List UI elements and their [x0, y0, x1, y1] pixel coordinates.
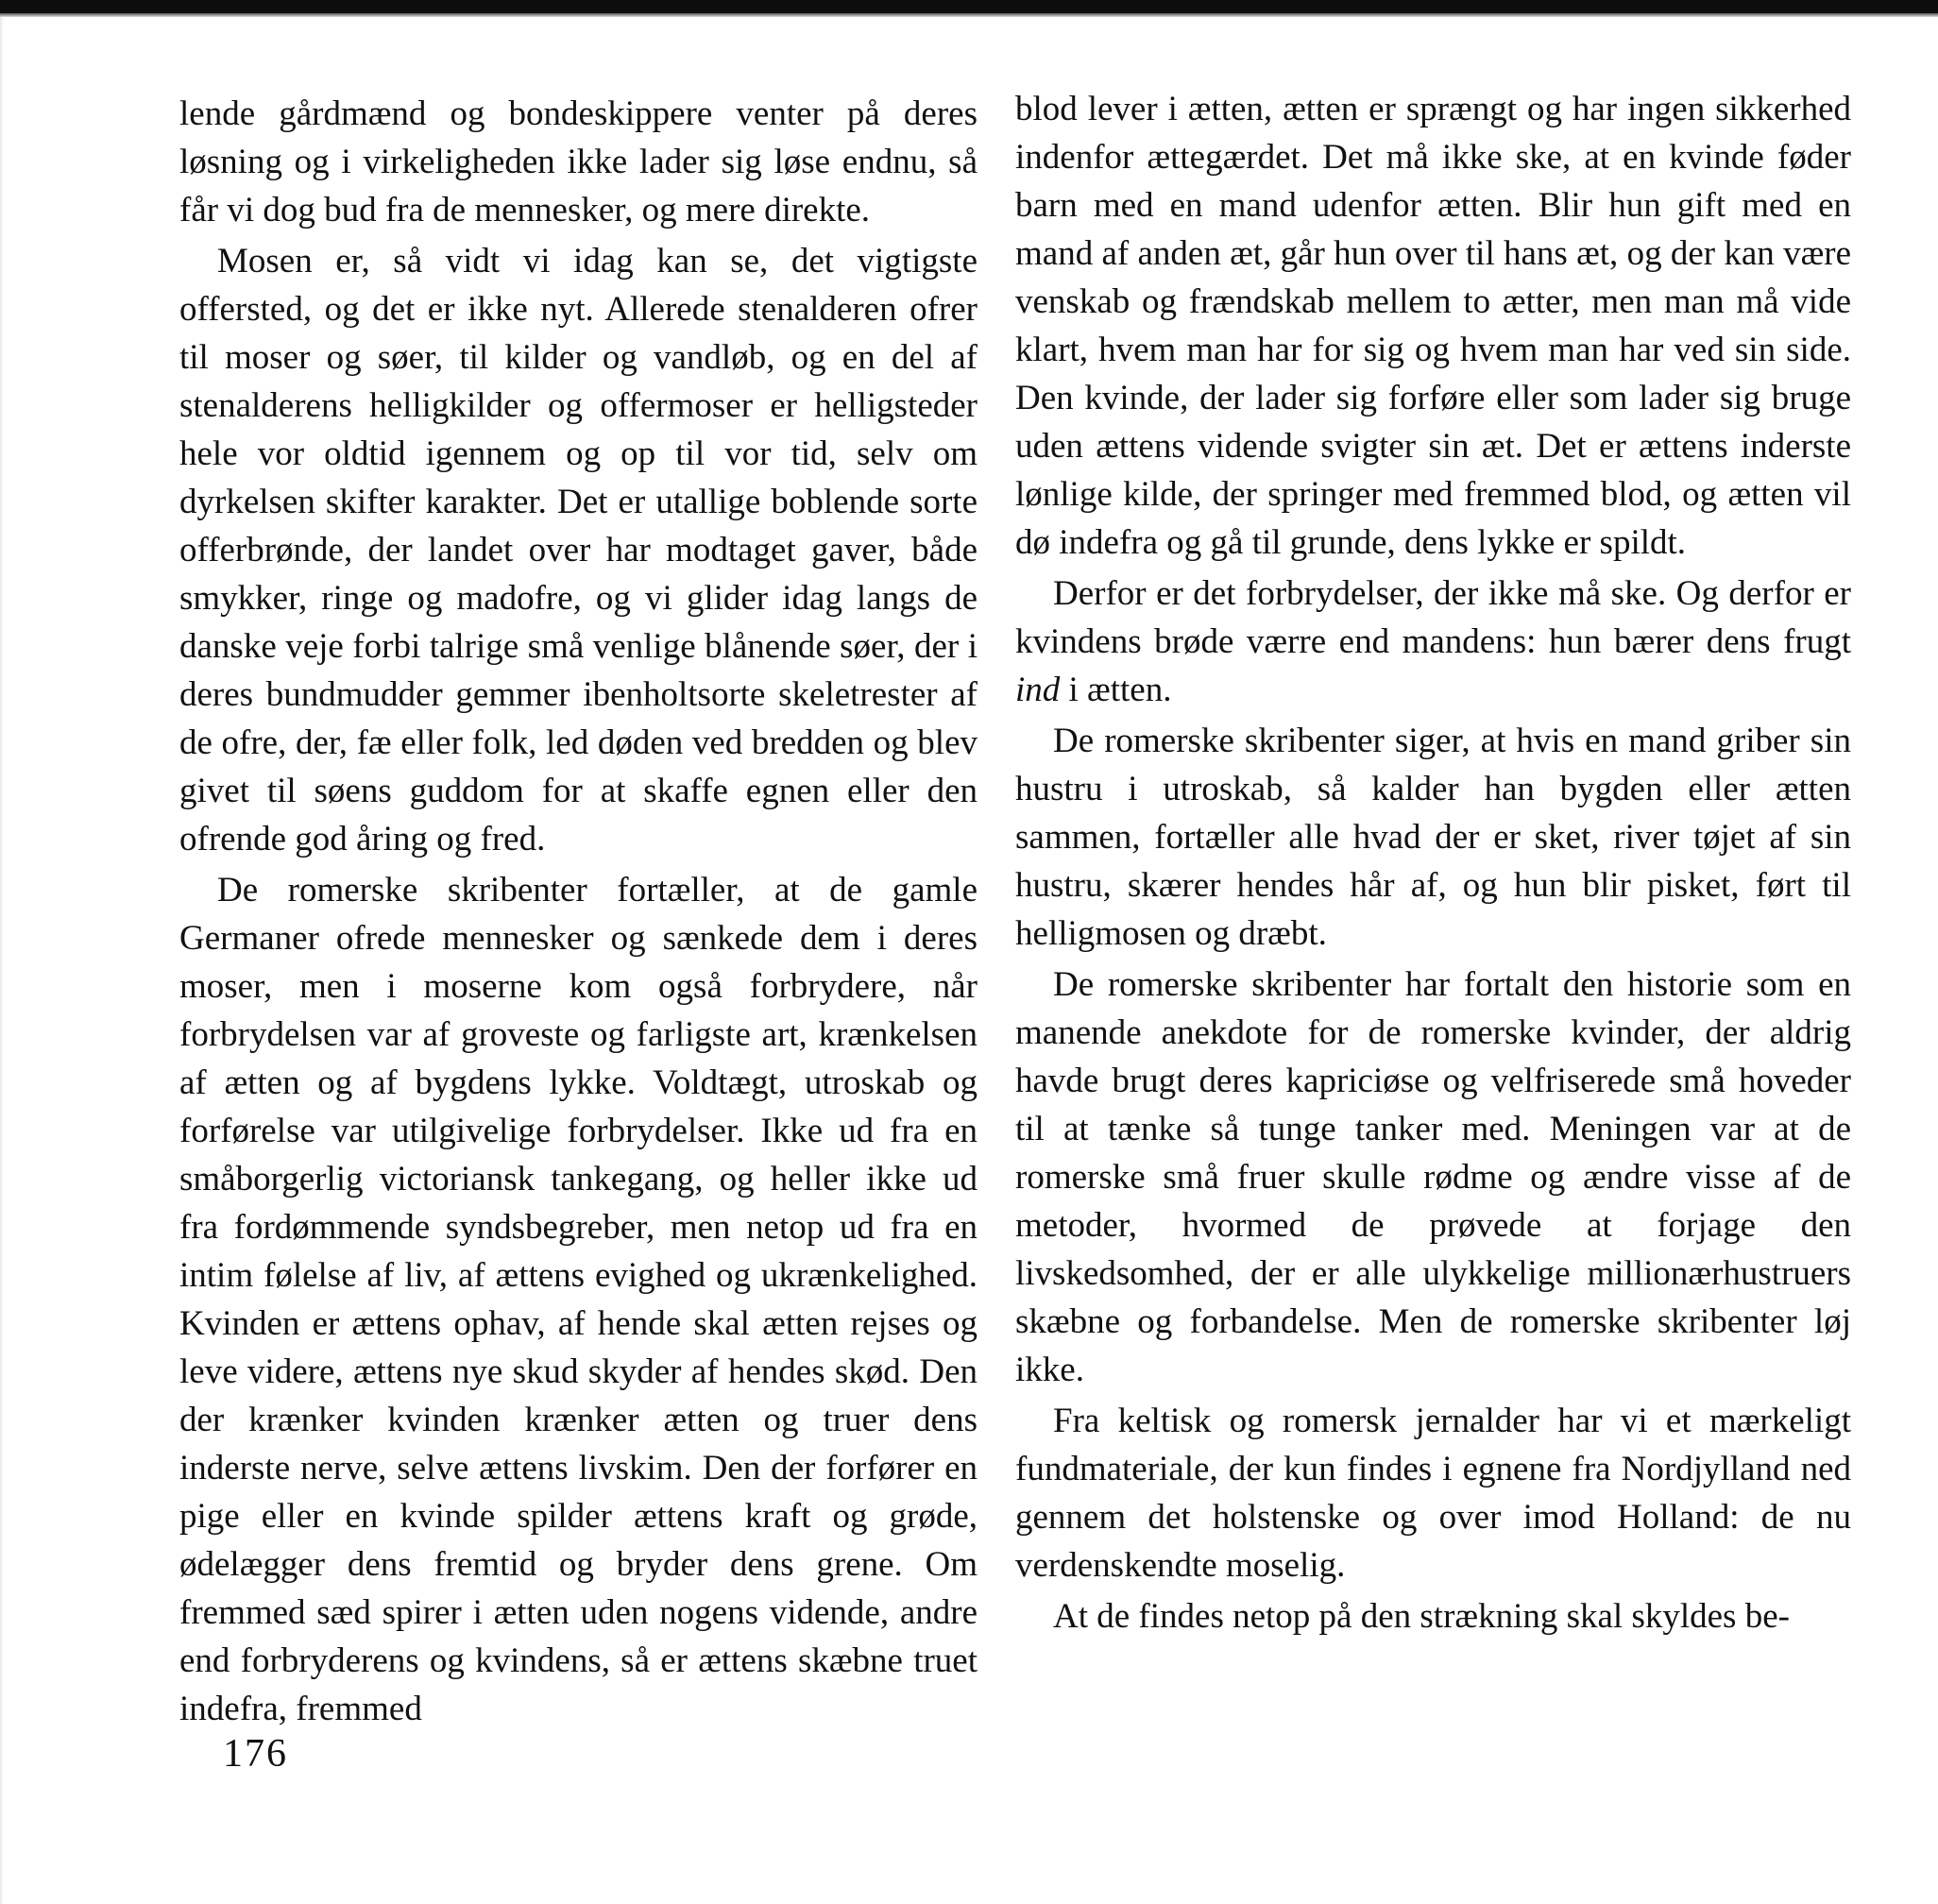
- paragraph: De romerske skribenter har fortalt den historie som en manende anekdote for de romerske kvinder, der aldrig havde brugt deres kapriciøse og velfriserede små hoveder til at tænke så tunge tanker med. Meningen var at de romerske små fruer skulle rødme og ændre visse af de metoder, hvormed de prøvede at forjage den livskedsomhed, der er alle ulykkelige millionærhustruers skæbne og forbandelse. Men de romerske skribenter løj ikke.: [1015, 965, 1851, 1389]
- paragraph-text: i ætten.: [1060, 671, 1172, 709]
- paragraph: [1015, 570, 1851, 714]
- right-text-column: [1015, 85, 1851, 1643]
- page-number: 176: [223, 1732, 288, 1776]
- page-top-shadow: [0, 0, 1938, 17]
- left-text-column: [179, 90, 978, 1736]
- paragraph-text: Derfor er det forbrydelser, der ikke må ske. Og derfor er kvindens brøde værre end mandens: hun bærer dens frugt: [1015, 574, 1851, 661]
- paragraph: At de findes netop på den strækning skal skyldes be-: [1053, 1597, 1790, 1636]
- paragraph: Mosen er, så vidt vi idag kan se, det vigtigste offersted, og det er ikke nyt. Allerede stenalderen ofrer til moser og søer, til kilder og vandløb, og en del af stenalderens helligkilder og offermoser er helligsteder hele vor oldtid igennem og op til vor tid, selv om dyrkelsen skifter karakter. Det er utallige boblende sorte offerbrønde, der landet over har modtaget gaver, både smykker, ringe og madofre, og vi glider idag langs de danske veje forbi talrige små venlige blånende søer, der i deres bundmudder gemmer ibenholtsorte skeletrester af de ofre, der, fæ eller folk, led døden ved bredden og blev givet til søens guddom for at skaffe egnen eller den ofrende god åring og fred.: [179, 242, 978, 858]
- emphasized-word: ind: [1015, 671, 1061, 709]
- paragraph: De romerske skribenter siger, at hvis en mand griber sin hustru i utroskab, så kalder han bygden eller ætten sammen, fortæller alle hvad der er sket, river tøjet af sin hustru, skærer hendes hår af, og hun blir pisket, ført til helligmosen og dræbt.: [1015, 722, 1851, 953]
- paragraph: Fra keltisk og romersk jernalder har vi et mærkeligt fundmateriale, der kun findes i egnene fra Nordjylland ned gennem det holstenske og over imod Holland: de nu verdenskendte moselig.: [1015, 1402, 1851, 1585]
- paragraph: De romerske skribenter fortæller, at de gamle Germaner ofrede mennesker og sænkede dem i deres moser, men i moserne kom også forbrydere, når forbrydelsen var af groveste og farligste art, krænkelsen af ætten og af bygdens lykke. Voldtægt, utroskab og forførelse var utilgivelige forbrydelser. Ikke ud fra en småborgerlig victoriansk tankegang, og heller ikke ud fra fordømmende syndsbegreber, men netop ud fra en intim følelse af liv, af ættens evighed og ukrænkelighed. Kvinden er ættens ophav, af hende skal ætten rejses og leve videre, ættens nye skud skyder af hendes skød. Den der krænker kvinden krænker ætten og truer dens inderste nerve, selve ættens livskim. Den der forfører en pige eller en kvinde spilder ættens kraft og grøde, ødelægger dens fremtid og bryder dens grene. Om fremmed sæd spirer i ætten uden nogens vidende, andre end forbryderens og kvindens, så er ættens skæbne truet indefra, fremmed: [179, 871, 978, 1728]
- paragraph: lende gårdmænd og bondeskippere venter på deres løsning og i virkeligheden ikke lader sig løse endnu, så får vi dog bud fra de mennesker, og mere direkte.: [179, 94, 978, 230]
- paragraph: blod lever i ætten, ætten er sprængt og har ingen sikkerhed indenfor ættegærdet. Det må ikke ske, at en kvinde føder barn med en mand udenfor ætten. Blir hun gift med en mand af anden æt, går hun over til hans æt, og der kan være venskab og frændskab mellem to ætter, men man må vide klart, hvem man har for sig og hvem man har ved sin side. Den kvinde, der lader sig forføre eller som lader sig bruge uden ættens vidende svigter sin æt. Det er ættens inderste lønlige kilde, der springer med fremmed blod, og ætten vil dø indefra og gå til grunde, dens lykke er spildt.: [1015, 90, 1851, 562]
- page-left-edge: [0, 17, 4, 1904]
